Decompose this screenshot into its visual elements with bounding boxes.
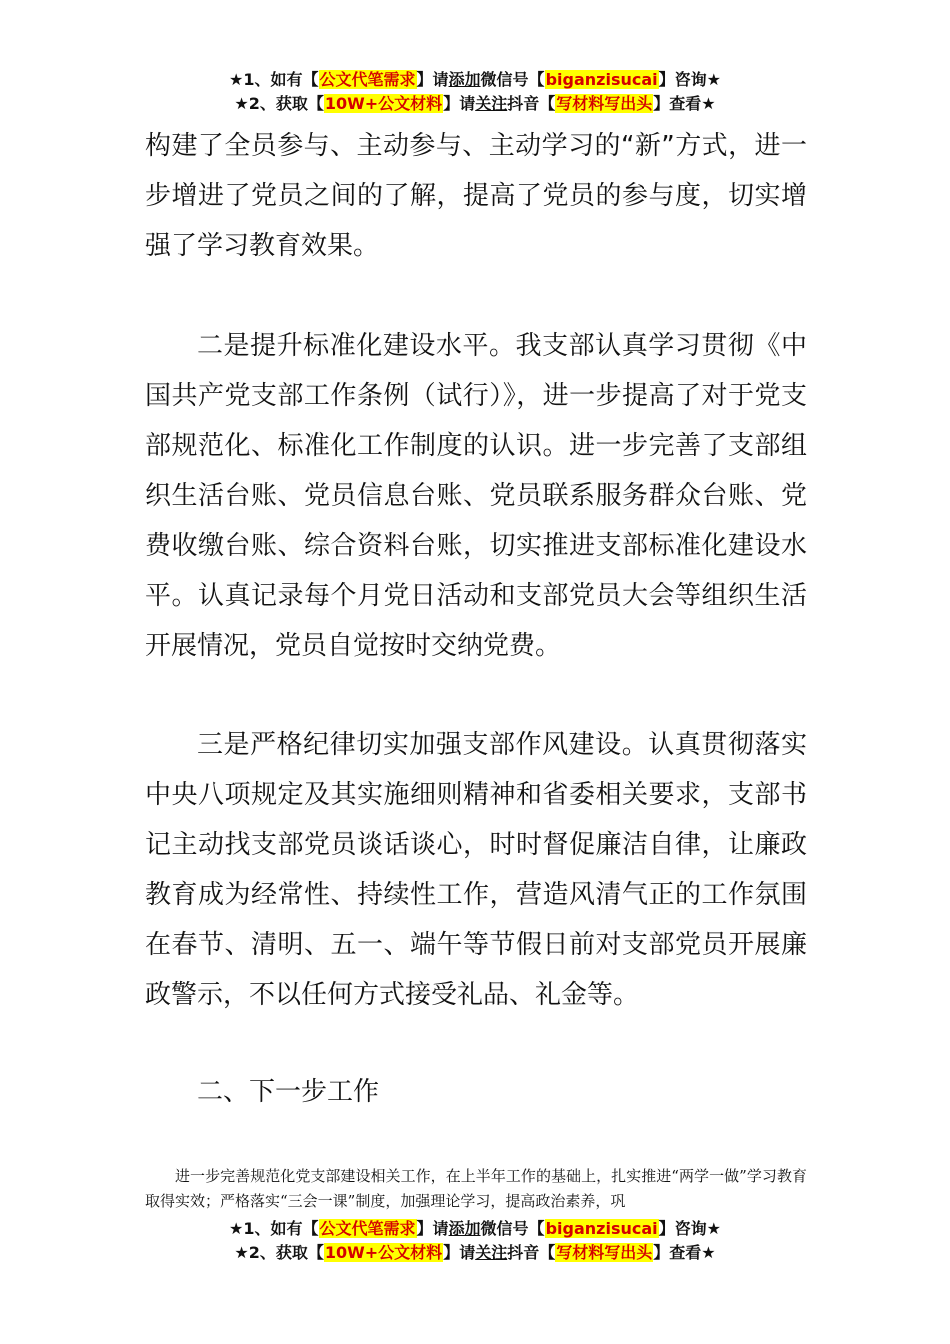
paragraph-discipline: 三是严格纪律切实加强支部作风建设。认真贯彻落实中央八项规定及其实施细则精神和省委相关要求，支部书记主动找支部党员谈话谈心，时时督促廉洁自律，让廉政教育成为经常性、持续性工作，营造风清气正的工作氛围在春节、清明、五一、端午等节假日前对支部党员开展廉政警示，不以任何方式接受礼品、礼金等。 (145, 730, 807, 1010)
paragraph-standardization: 二是提升标准化建设水平。我支部认真学习贯彻《中国共产党支部工作条例（试行）》，进一步提高了对于党支部规范化、标准化工作制度的认识。进一步完善了支部组织生活台账、党员信息台账、党员联系服务群众台账、党费收缴台账、综合资料台账，切实推进支部标准化建设水平。认真记录每个月党日活动和支部党员大会等组织生活开展情况，党员自觉按时交纳党费。 (145, 331, 807, 661)
highlight-douyin-account: 写材料写出头 (556, 94, 653, 113)
highlight-materials: 10W+公文材料 (324, 1243, 443, 1262)
highlight-wechat-id: biganzisucai (545, 70, 658, 89)
section-heading-next-steps: 二、下一步工作 (197, 1077, 380, 1107)
paragraph-next-steps: 进一步完善规范化党支部建设相关工作，在上半年工作的基础上，扎实推进“两学一做”学习教育取得实效；严格落实“三会一课”制度，加强理论学习，提高政治素养，巩 (145, 1167, 807, 1210)
promo-line-douyin: ★2、获取【10W+公文材料】请关注抖音【写材料写出头】查看★ (234, 1243, 716, 1262)
highlight-writing-service: 公文代笔需求 (319, 70, 416, 89)
paragraph-learning-method: 构建了全员参与、主动参与、主动学习的“新”方式，进一步增进了党员之间的了解，提高了党员的参与度，切实增强了学习教育效果。 (145, 131, 807, 261)
highlight-writing-service: 公文代笔需求 (319, 1219, 416, 1238)
promo-line-douyin: ★2、获取【10W+公文材料】请关注抖音【写材料写出头】查看★ (234, 94, 716, 113)
header-promo-banner (0, 68, 950, 116)
footer-promo-banner (0, 1217, 950, 1265)
highlight-wechat-id: biganzisucai (545, 1219, 658, 1238)
promo-line-wechat: ★1、如有【公文代笔需求】请添加微信号【biganzisucai】咨询★ (229, 70, 721, 89)
highlight-douyin-account: 写材料写出头 (556, 1243, 653, 1262)
promo-line-wechat: ★1、如有【公文代笔需求】请添加微信号【biganzisucai】咨询★ (229, 1219, 721, 1238)
highlight-materials: 10W+公文材料 (324, 94, 443, 113)
